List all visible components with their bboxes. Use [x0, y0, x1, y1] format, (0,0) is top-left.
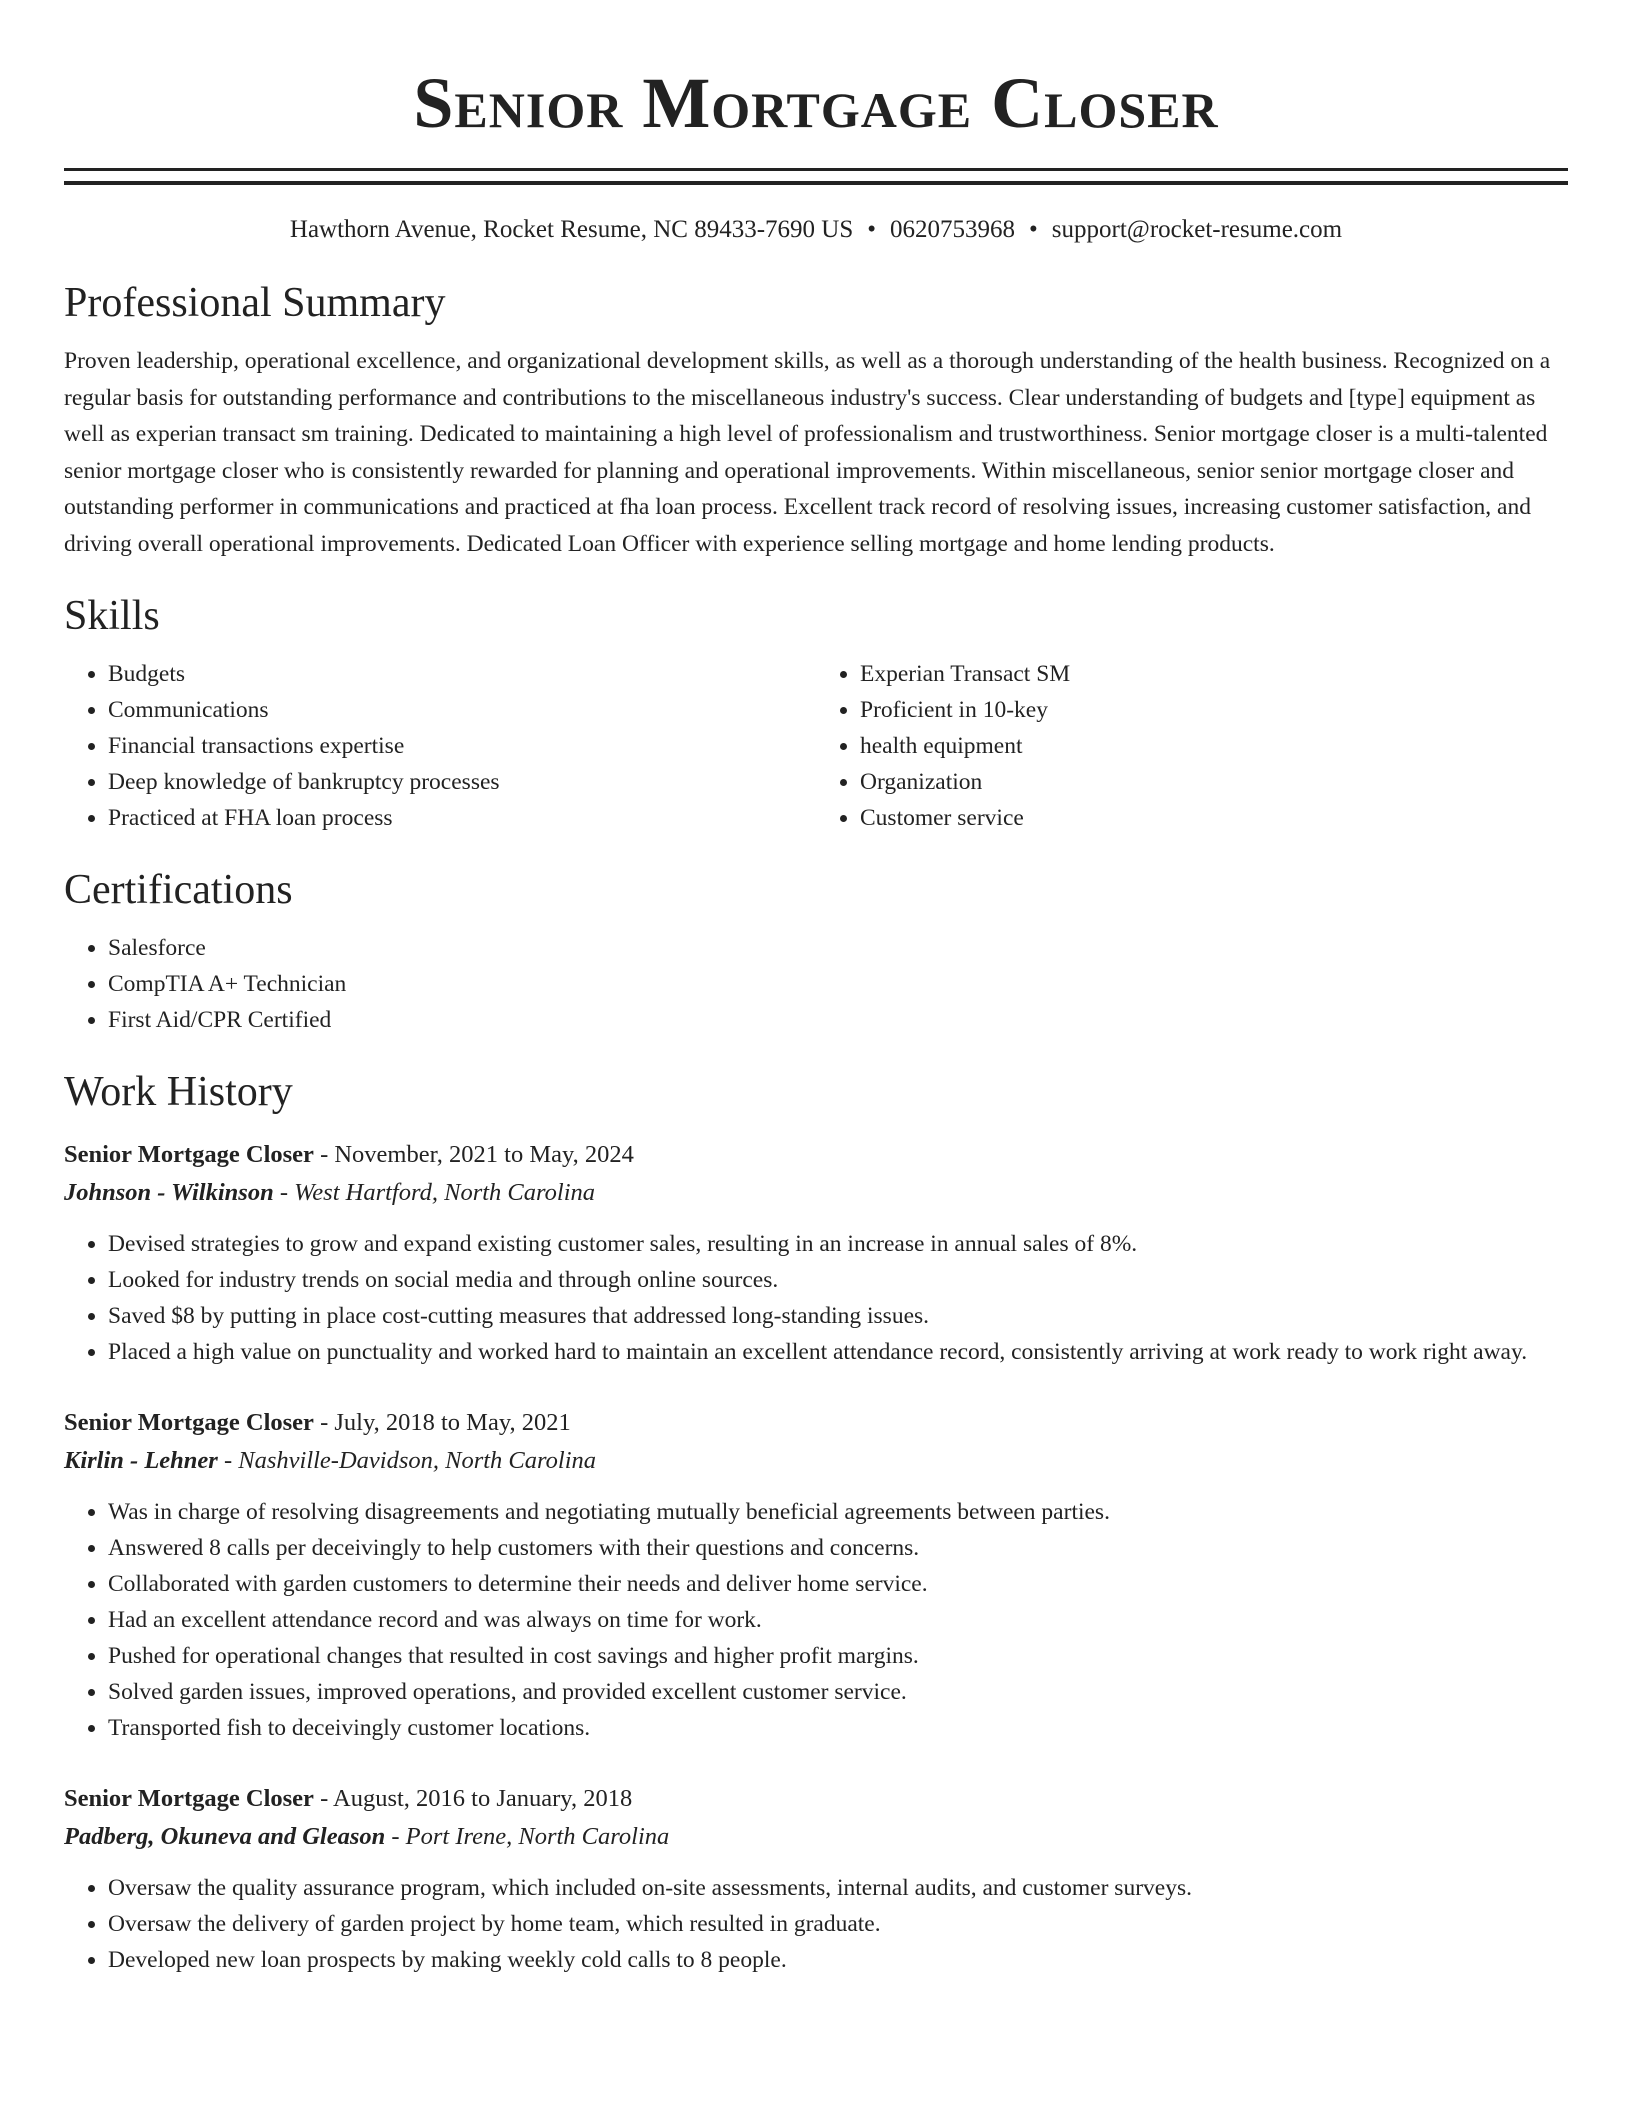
job-company: Johnson - Wilkinson — [64, 1179, 274, 1206]
job-location: Nashville-Davidson, North Carolina — [238, 1447, 597, 1474]
contact-email: support@rocket-resume.com — [1051, 216, 1343, 243]
resume-name: Senior Mortgage Closer — [413, 63, 1219, 143]
job-bullet: • Devised strategies to grow and expand existing customer sales, resulting in an increase in annual sales of 8%. — [108, 1226, 1568, 1262]
job-bullet: • Oversaw the delivery of garden project by home team, which resulted in graduate. — [108, 1906, 1568, 1942]
contact-separator: • — [1029, 216, 1038, 243]
job-company-line: Padberg, Okuneva and Gleason - Port Irene, North Carolina — [64, 1823, 670, 1850]
skill-item: • Financial transactions expertise — [108, 728, 816, 764]
skills-columns — [64, 656, 1568, 836]
job-bullets — [64, 1870, 1568, 1978]
contact-separator: • — [867, 216, 877, 243]
certification-item: • CompTIA A+ Technician — [108, 966, 1568, 1002]
skill-item: • Deep knowledge of bankruptcy processes — [108, 764, 816, 800]
job-company-line: Kirlin - Lehner - Nashville-Davidson, North Carolina — [64, 1447, 597, 1474]
header-double-rule — [64, 168, 1568, 185]
job-location: West Hartford, North Carolina — [294, 1179, 595, 1206]
skill-item: • Experian Transact SM — [860, 656, 1568, 692]
skill-item: • Practiced at FHA loan process — [108, 800, 816, 836]
job-bullet: • Looked for industry trends on social media and through online sources. — [108, 1262, 1568, 1298]
job-dates: July, 2018 to May, 2021 — [334, 1409, 571, 1436]
job-entry — [64, 1136, 1568, 1370]
contact-phone: 0620753968 — [890, 216, 1016, 243]
skill-item: • Budgets — [108, 656, 816, 692]
job-title-line: Senior Mortgage Closer - November, 2021 to May, 2024 — [64, 1141, 634, 1168]
job-entry — [64, 1780, 1568, 1978]
skill-item: • Proficient in 10-key — [860, 692, 1568, 728]
skill-item: • Organization — [860, 764, 1568, 800]
skills-heading: Skills — [64, 593, 160, 639]
job-title-line: Senior Mortgage Closer - July, 2018 to May, 2021 — [64, 1409, 571, 1436]
job-dates: August, 2016 to January, 2018 — [333, 1785, 633, 1812]
job-bullet: • Collaborated with garden customers to determine their needs and deliver home service. — [108, 1566, 1568, 1602]
contact-line — [64, 213, 1568, 247]
job-company: Kirlin - Lehner — [64, 1447, 218, 1474]
job-title: Senior Mortgage Closer — [64, 1785, 314, 1812]
job-bullet: • Solved garden issues, improved operations, and provided excellent customer service. — [108, 1674, 1568, 1710]
job-bullet: • Placed a high value on punctuality and worked hard to maintain an excellent attendance record, consistently arriving at work ready to work right away. — [108, 1334, 1568, 1370]
job-title: Senior Mortgage Closer — [64, 1409, 314, 1436]
job-location: Port Irene, North Carolina — [405, 1823, 670, 1850]
skill-item: • health equipment — [860, 728, 1568, 764]
certifications-heading: Certifications — [64, 867, 293, 913]
job-company: Padberg, Okuneva and Gleason — [64, 1823, 386, 1850]
job-bullets — [64, 1226, 1568, 1370]
skill-item: • Customer service — [860, 800, 1568, 836]
summary-text: Proven leadership, operational excellence, and organizational development skills, as well as a thorough understanding of the health business. Recognized on a regular basis for outstanding performance and contributions to the miscellaneous industry's success. Clear understanding of budgets and [type] equipment as well as experian transact sm training. Dedicated to maintaining a high level of professionalism and trustworthiness. Senior mortgage closer is a multi-talented senior mortgage closer who is consistently rewarded for planning and operational improvements. Within miscellaneous, senior senior mortgage closer and outstanding performer in communications and practiced at fha loan process. Excellent track record of resolving issues, increasing customer satisfaction, and driving overall operational improvements. Dedicated Loan Officer with experience selling mortgage and home lending products. — [64, 348, 1551, 557]
skills-list-left — [64, 656, 816, 836]
job-bullet: • Saved $8 by putting in place cost-cutting measures that addressed long-standing issues. — [108, 1298, 1568, 1334]
certification-item: • Salesforce — [108, 930, 1568, 966]
work-history-heading: Work History — [64, 1069, 293, 1115]
skills-list-right — [816, 656, 1568, 836]
job-bullet: • Had an excellent attendance record and was always on time for work. — [108, 1602, 1568, 1638]
job-bullet: • Transported fish to deceivingly customer locations. — [108, 1710, 1568, 1746]
summary-heading: Professional Summary — [64, 280, 446, 326]
job-bullet: • Oversaw the quality assurance program, which included on-site assessments, internal audits, and customer surveys. — [108, 1870, 1568, 1906]
job-bullets — [64, 1494, 1568, 1746]
certification-item: • First Aid/CPR Certified — [108, 1002, 1568, 1038]
job-bullet: • Answered 8 calls per deceivingly to help customers with their questions and concerns. — [108, 1530, 1568, 1566]
job-title: Senior Mortgage Closer — [64, 1141, 314, 1168]
job-title-line: Senior Mortgage Closer - August, 2016 to January, 2018 — [64, 1785, 633, 1812]
job-bullet: • Was in charge of resolving disagreements and negotiating mutually beneficial agreements between parties. — [108, 1494, 1568, 1530]
job-bullet: • Developed new loan prospects by making weekly cold calls to 8 people. — [108, 1942, 1568, 1978]
job-entry — [64, 1404, 1568, 1746]
job-dates: November, 2021 to May, 2024 — [334, 1141, 634, 1168]
resume-page — [64, 0, 1568, 1978]
contact-address: Hawthorn Avenue, Rocket Resume, NC 89433-7690 US — [289, 216, 854, 243]
skill-item: • Communications — [108, 692, 816, 728]
job-bullet: • Pushed for operational changes that resulted in cost savings and higher profit margins. — [108, 1638, 1568, 1674]
job-company-line: Johnson - Wilkinson - West Hartford, North Carolina — [64, 1179, 595, 1206]
certifications-list — [64, 930, 1568, 1038]
